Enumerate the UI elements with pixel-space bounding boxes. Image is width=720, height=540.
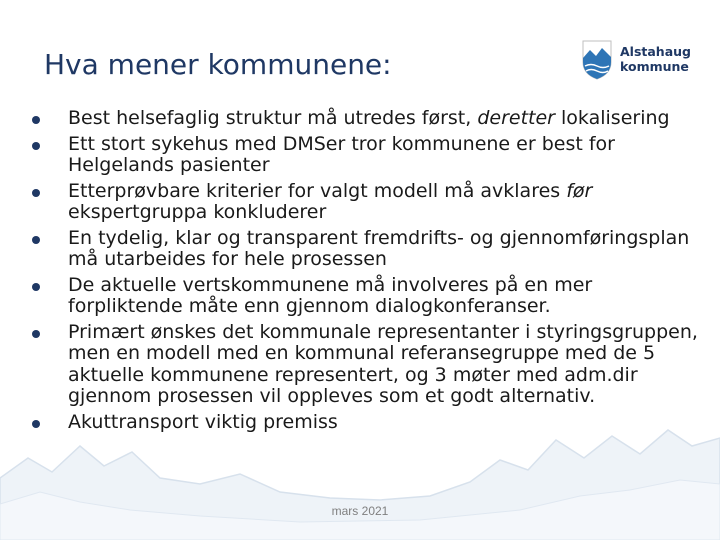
bullet-dot-icon: [32, 330, 40, 338]
bullet-dot-icon: [32, 189, 40, 197]
logo-line-1: Alstahaug: [620, 44, 691, 59]
bullet-dot-icon: [32, 236, 40, 244]
bullet-dot-icon: [32, 116, 40, 124]
bullet-item-5: De aktuelle vertskommunene må involveres på en mer forpliktende måte enn gjennom dialogkonferanser.: [30, 275, 700, 318]
bullet-item-1: Best helsefaglig struktur må utredes først, deretter lokalisering: [30, 108, 700, 130]
bullet-item-6: Primært ønskes det kommunale representanter i styringsgruppen, men en modell med en kommunal referansegruppe med de 5 aktuelle kommunene representert, og 3 møter med adm.dir gjennom prosessen vil oppleves som et godt alternativ.: [30, 322, 700, 408]
bullet-item-2: Ett stort sykehus med DMSer tror kommunene er best for Helgelands pasienter: [30, 134, 700, 177]
alstahaug-logo: [582, 40, 692, 84]
bullet-item-4: En tydelig, klar og transparent fremdrifts- og gjennomføringsplan må utarbeides for hele prosessen: [30, 228, 700, 271]
logo-line-2: kommune: [620, 59, 689, 74]
bullet-dot-icon: [32, 420, 40, 428]
bullet-item-3: Etterprøvbare kriterier for valgt modell må avklares før ekspertgruppa konkluderer: [30, 181, 700, 224]
bullet-item-7: Akuttransport viktig premiss: [30, 412, 700, 434]
slide-footer-date: mars 2021: [331, 504, 389, 518]
slide-title: Hva mener kommunene:: [44, 48, 392, 81]
alstahaug-shield-icon: [582, 40, 612, 80]
bullet-dot-icon: [32, 142, 40, 150]
bullet-dot-icon: [32, 283, 40, 291]
logo-wordmark: [620, 44, 691, 74]
bullet-list: [30, 108, 700, 437]
